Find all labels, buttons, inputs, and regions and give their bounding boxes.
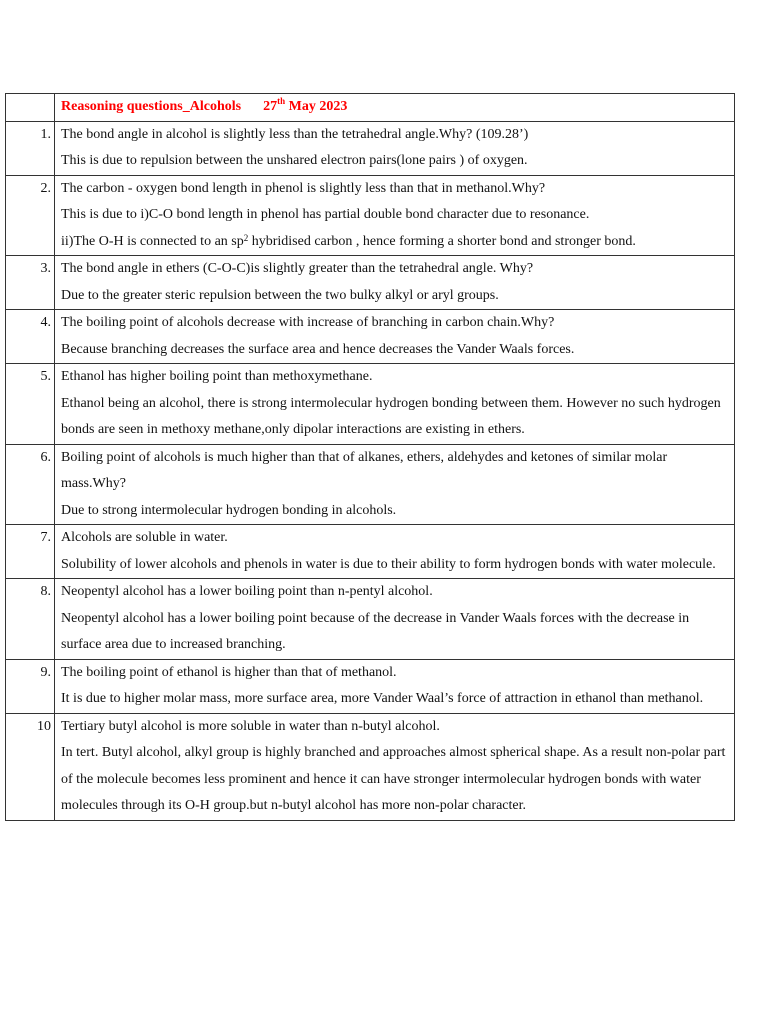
table-header-row	[6, 94, 735, 122]
row-number: 1.	[6, 121, 55, 175]
table-row	[6, 310, 735, 364]
table-row	[6, 364, 735, 445]
question-text: The bond angle in ethers (C-O-C)is slightly greater than the tetrahedral angle. Why?	[61, 261, 534, 276]
question-text: The boiling point of ethanol is higher than that of methanol.	[61, 664, 397, 680]
answer-text-2: ii)The O-H is connected to an $sp^2$ hybridised carbon , hence forming a shorter bond and stronger bond.	[61, 232, 636, 249]
header-number-cell	[6, 94, 55, 122]
answer-text: Because branching decreases the surface area and hence decreases the Vander Waals forces.	[61, 341, 575, 357]
table-row	[6, 444, 735, 525]
answer-text: This is due to repulsion between the unshared electron pairs(lone pairs ) of oxygen.	[61, 153, 528, 168]
row-content	[55, 525, 735, 579]
answer-text: This is due to i)C-O bond length in phenol has partial double bond character due to resonance.	[61, 207, 590, 222]
question-text: Boiling point of alcohols is much higher than that of alkanes, ethers, aldehydes and ketones of similar molar mass.Why?	[61, 449, 668, 491]
answer-text: Solubility of lower alcohols and phenols in water is due to their ability to form hydrogen bonds with water molecule.	[61, 556, 716, 572]
table-row	[6, 121, 735, 175]
row-content	[55, 713, 735, 820]
table-row	[6, 659, 735, 713]
row-content	[55, 175, 735, 256]
answer-text: Due to the greater steric repulsion between the two bulky alkyl or aryl groups.	[61, 287, 499, 303]
row-number: 5.	[6, 364, 55, 445]
row-content	[55, 364, 735, 445]
table-row	[6, 525, 735, 579]
answer-text: It is due to higher molar mass, more surface area, more Vander Waal’s force of attraction in ethanol than methanol.	[61, 691, 704, 706]
header-title-cell	[55, 94, 735, 122]
row-number: 6.	[6, 444, 55, 525]
row-number: 9.	[6, 659, 55, 713]
row-number: 7.	[6, 525, 55, 579]
table-row	[6, 579, 735, 660]
question-text: Tertiary butyl alcohol is more soluble in water than n-butyl alcohol.	[61, 718, 440, 734]
question-text: The bond angle in alcohol is slightly less than the tetrahedral angle.Why? (109.28’)	[61, 126, 529, 142]
row-number: 8.	[6, 579, 55, 660]
row-number: 2.	[6, 175, 55, 256]
answer-text: Ethanol being an alcohol, there is strong intermolecular hydrogen bonding between them. However no such hydrogen bonds are seen in methoxy methane,only dipolar interactions are existing in ethers.	[61, 395, 721, 437]
row-content	[55, 659, 735, 713]
question-text: The carbon - oxygen bond length in phenol is slightly less than that in methanol.Why?	[61, 180, 546, 196]
row-number: 3.	[6, 256, 55, 310]
answer-text: Due to strong intermolecular hydrogen bonding in alcohols.	[61, 502, 397, 518]
row-content	[55, 444, 735, 525]
answer-text: Neopentyl alcohol has a lower boiling point because of the decrease in Vander Waals forces with the decrease in surface area due to increased branching.	[61, 610, 690, 652]
row-number: 10	[6, 713, 55, 820]
row-content	[55, 579, 735, 660]
answer-text: In tert. Butyl alcohol, alkyl group is highly branched and approaches almost spherical shape. As a result non-polar part of the molecule becomes less prominent and hence it can have stronger intermolecular hydrogen bonds with water molecules through its O-H group.but n-butyl alcohol has more non-polar character.	[61, 745, 726, 813]
document-title: Reasoning questions_Alcohols 27th May 2023	[61, 96, 348, 114]
row-content	[55, 121, 735, 175]
question-text: Neopentyl alcohol has a lower boiling point than n-pentyl alcohol.	[61, 584, 433, 599]
table-row	[6, 256, 735, 310]
reasoning-questions-table	[5, 93, 735, 821]
document-date: 27th May 2023	[263, 96, 348, 114]
table-row	[6, 713, 735, 820]
question-text: Ethanol has higher boiling point than methoxymethane.	[61, 369, 373, 384]
row-content	[55, 310, 735, 364]
question-text: Alcohols are soluble in water.	[61, 530, 228, 545]
table-row	[6, 175, 735, 256]
row-content	[55, 256, 735, 310]
row-number: 4.	[6, 310, 55, 364]
question-text: The boiling point of alcohols decrease with increase of branching in carbon chain.Why?	[61, 315, 555, 330]
